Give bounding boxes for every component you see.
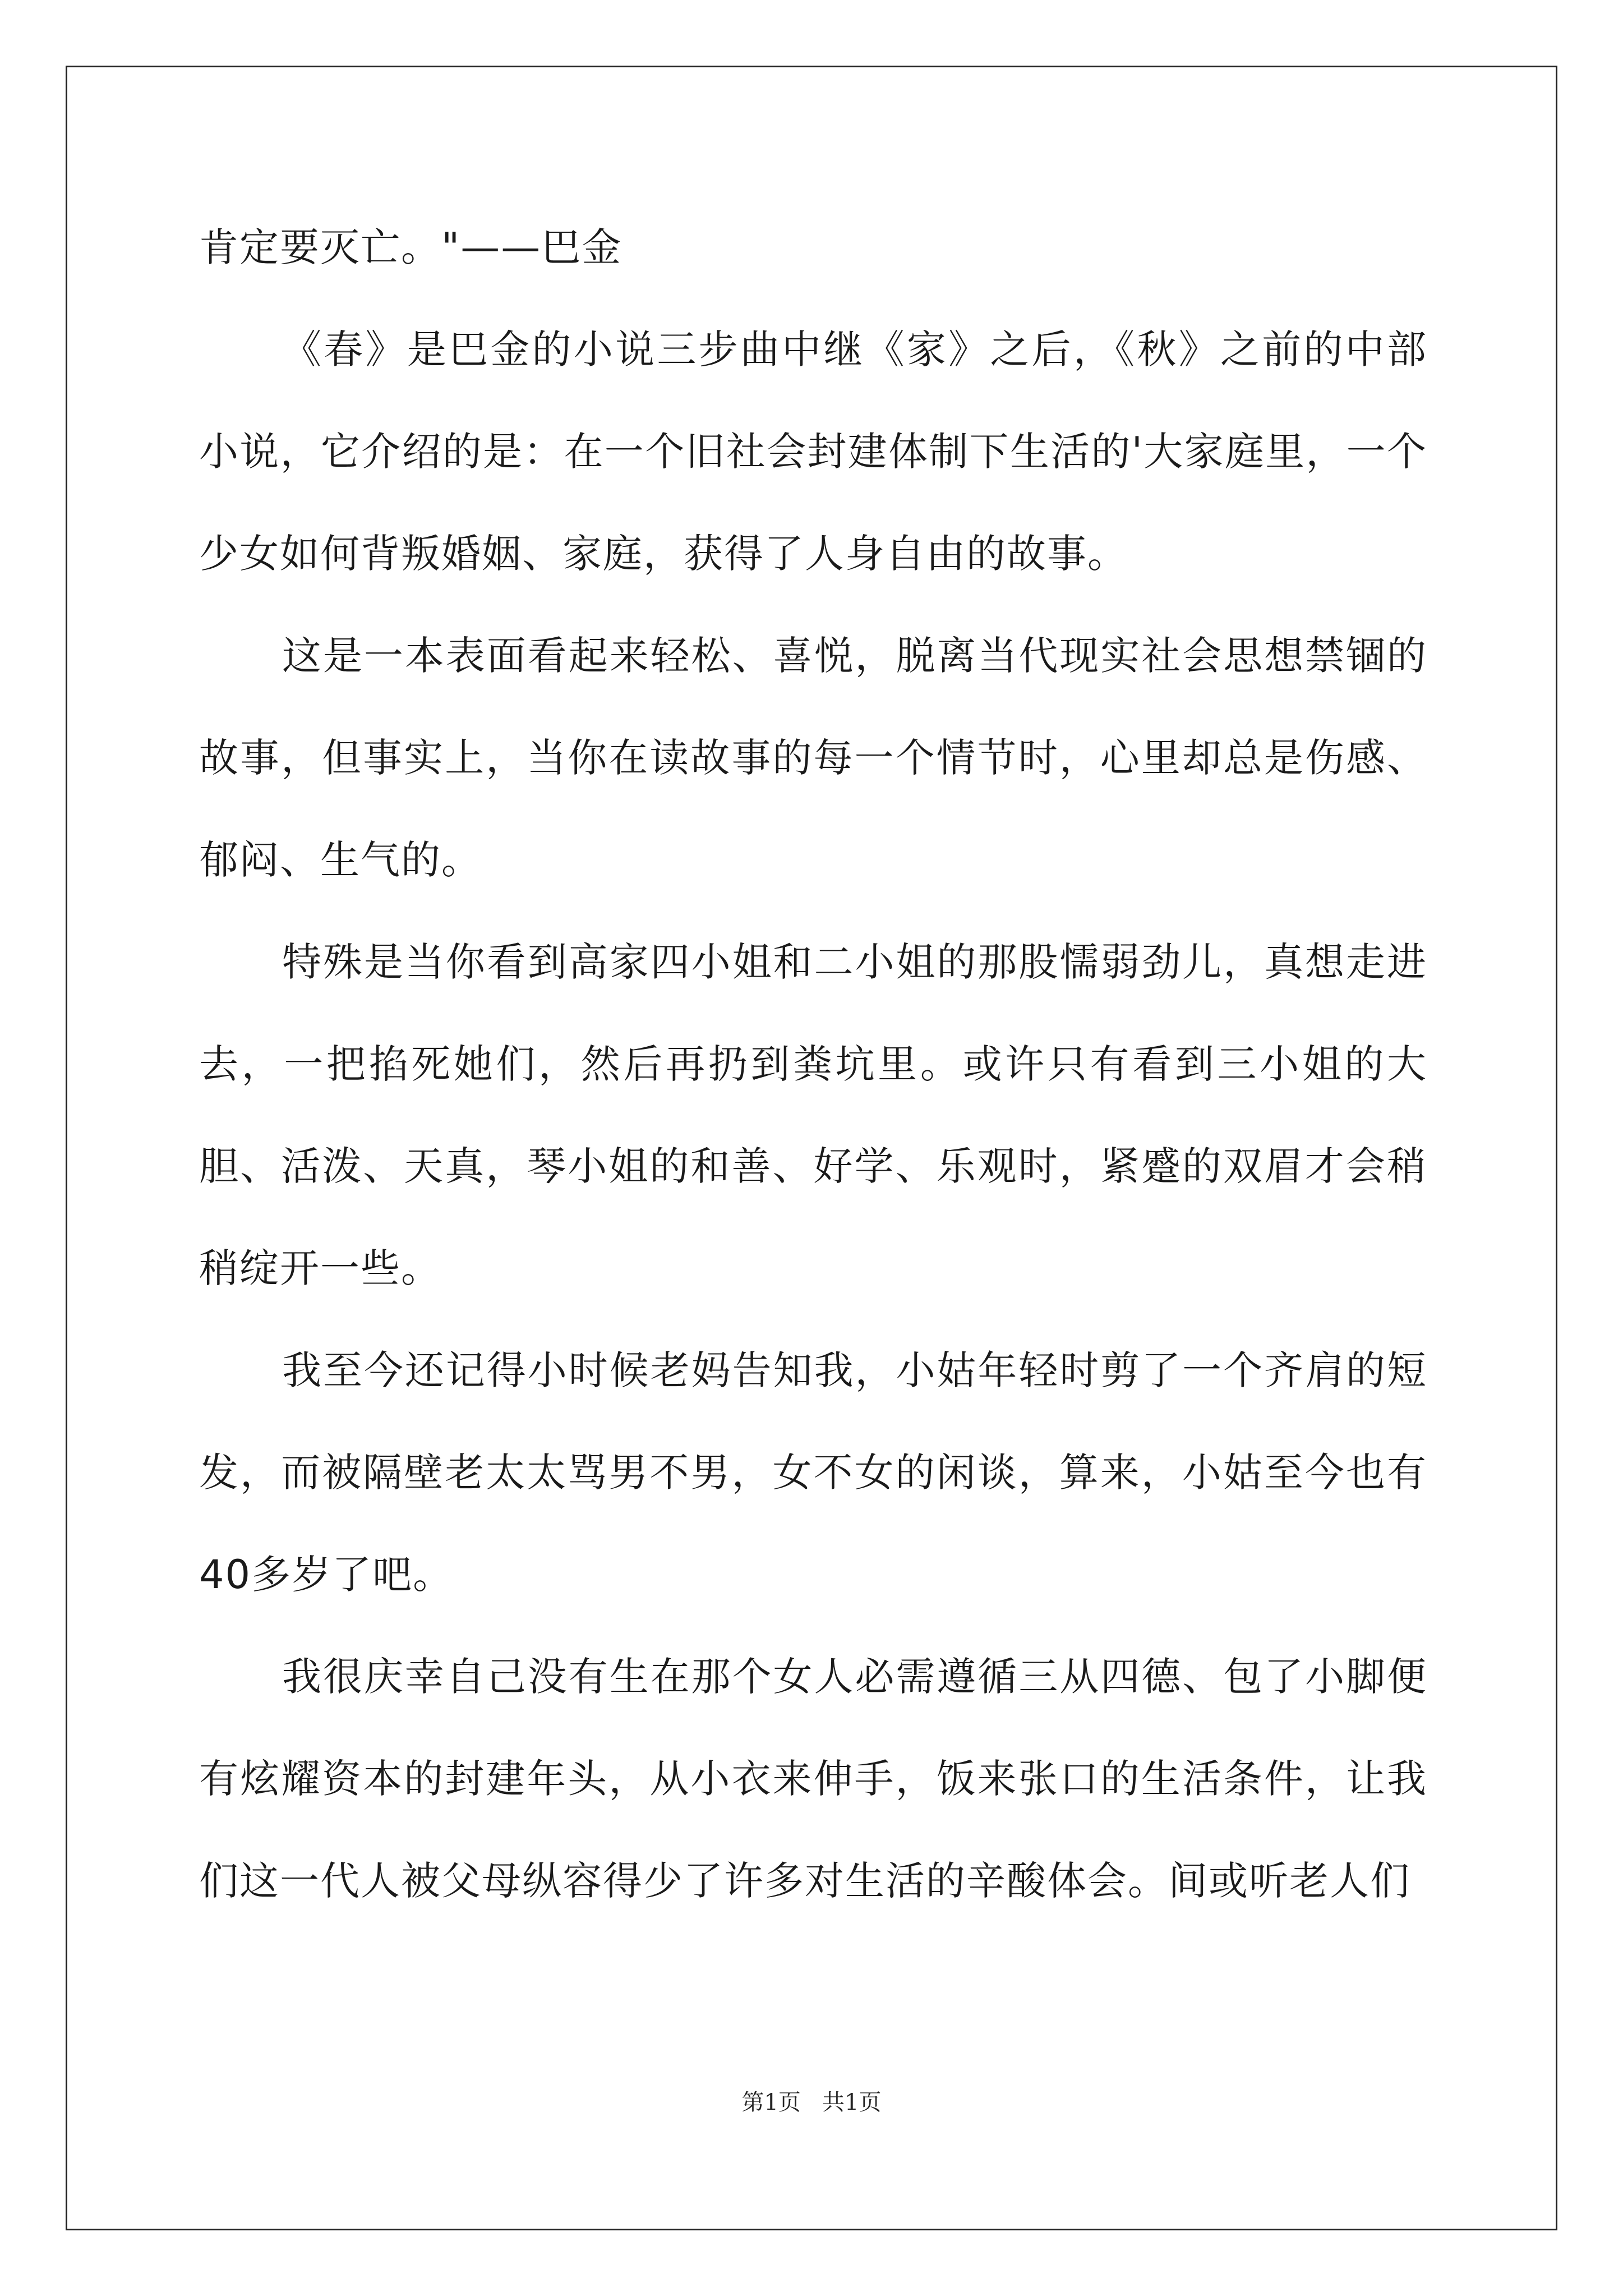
paragraph-3: 这是一本表面看起来轻松、喜悦，脱离当代现实社会思想禁锢的故事，但事实上，当你在读故事的每一个情节时，心里却总是伤感、郁闷、生气的。 xyxy=(199,633,1427,883)
page-number-footer: 第1页 共1页 xyxy=(741,2090,882,2115)
document-body xyxy=(199,196,1427,1932)
paragraph-5: 我至今还记得小时候老妈告知我，小姑年轻时剪了一个齐肩的短发，而被隔壁老太太骂男不男，女不女的闲谈，算来，小姑至今也有40多岁了吧。 xyxy=(199,1347,1427,1598)
paragraph-6: 我很庆幸自己没有生在那个女人必需遵循三从四德、包了小脚便有炫耀资本的封建年头，从小衣来伸手，饭来张口的生活条件，让我们这一代人被父母纵容得少了许多对生活的辛酸体会。间或听老人们 xyxy=(199,1654,1427,1904)
paragraph-2: 《春》是巴金的小说三步曲中继《家》之后，《秋》之前的中部小说，它介绍的是：在一个旧社会封建体制下生活的'大家庭里，一个少女如何背叛婚姻、家庭，获得了人身自由的故事。 xyxy=(199,326,1427,577)
paragraph-4: 特殊是当你看到高家四小姐和二小姐的那股懦弱劲儿，真想走进去，一把掐死她们，然后再扔到粪坑里。或许只有看到三小姐的大胆、活泼、天真，琴小姐的和善、好学、乐观时，紧蹙的双眉才会稍稍绽开一些。 xyxy=(199,939,1427,1291)
paragraph-1: 肯定要灭亡。"——巴金 xyxy=(199,224,623,270)
